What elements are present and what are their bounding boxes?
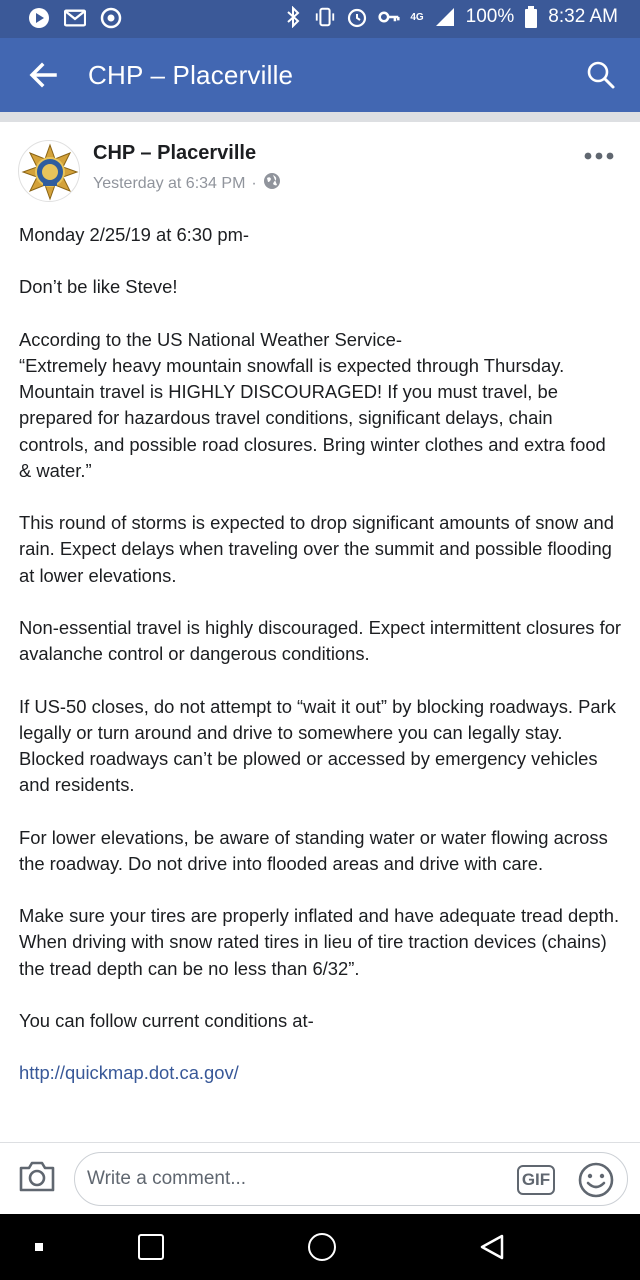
more-options-icon[interactable] (584, 148, 614, 158)
comment-input-wrapper (74, 1152, 628, 1206)
bluetooth-icon (282, 6, 304, 28)
emoji-icon[interactable] (577, 1161, 615, 1199)
post-meta (93, 172, 281, 195)
gmail-icon (64, 7, 86, 29)
post-paragraph: Monday 2/25/19 at 6:30 pm- (19, 224, 250, 245)
signal-icon (434, 6, 456, 28)
globe-icon (263, 172, 281, 195)
post-link[interactable]: http://quickmap.dot.ca.gov/ (19, 1062, 239, 1084)
post-paragraph: Make sure your tires are properly inflated and have adequate tread depth. When driving with snow rated tires in lieu of tire traction devices (chains) the tread depth can be no less than 6/32”. (19, 905, 620, 979)
post-timestamp[interactable]: Yesterday at 6:34 PM (93, 174, 246, 192)
comment-bar (0, 1142, 640, 1214)
network-type: 4G (410, 11, 424, 23)
app-bar (0, 38, 640, 112)
chp-badge-icon (19, 141, 80, 202)
feed-separator (0, 112, 640, 122)
post-paragraph: Non-essential travel is highly discouraged. Expect intermittent closures for avalanche control or dangerous conditions. (19, 616, 622, 665)
key-icon (378, 6, 400, 28)
post-paragraph: This round of storms is expected to drop significant amounts of snow and rain. Expect delays when traveling over the summit and possible flooding at lower elevations. (19, 512, 614, 586)
alarm-icon (346, 6, 368, 28)
nav-dot-icon[interactable] (35, 1243, 43, 1251)
clock: 8:32 AM (548, 6, 618, 27)
post-author[interactable]: CHP – Placerville (93, 142, 257, 164)
post-paragraph: If US-50 closes, do not attempt to “wait it out” by blocking roadways. Park legally or turn around and drive to somewhere you can legally stay. Blocked roadways can’t be plowed or accessed by emergency vehicles and residents. (19, 695, 616, 796)
play-icon (28, 7, 50, 29)
post-paragraph: According to the US National Weather Service- “Extremely heavy mountain snowfall is expected through Thursday. Mountain travel is HIGHLY DISCOURAGED! If you must travel, be prepared for hazardous travel conditions, significant delays, chain controls, and possible road closures. Bring winter clothes and extra food & water.” (19, 328, 606, 481)
camera-icon[interactable] (18, 1159, 56, 1193)
post-paragraph: You can follow current conditions at- (19, 1009, 314, 1031)
post (0, 122, 640, 1142)
system-nav-bar (0, 1214, 640, 1280)
battery-percent: 100% (465, 6, 515, 27)
comment-input[interactable] (87, 1163, 507, 1195)
back-arrow-icon[interactable] (28, 60, 58, 90)
meta-separator: · (251, 174, 257, 192)
status-bar (0, 0, 640, 38)
post-paragraph: Don’t be like Steve! (19, 276, 178, 298)
vibrate-icon (314, 6, 336, 28)
post-body (19, 222, 623, 1113)
search-icon[interactable] (586, 60, 616, 90)
gif-button[interactable]: GIF (517, 1165, 555, 1195)
home-icon[interactable] (308, 1233, 336, 1261)
recent-apps-icon[interactable] (138, 1234, 164, 1260)
settings-icon (100, 7, 122, 29)
avatar[interactable] (18, 140, 80, 202)
nav-back-icon[interactable] (478, 1233, 506, 1261)
app-bar-title: CHP – Placerville (88, 60, 294, 90)
post-paragraph: For lower elevations, be aware of standing water or water flowing across the roadway. Do not drive into flooded areas and drive with care. (19, 826, 608, 874)
battery-icon (524, 6, 538, 28)
